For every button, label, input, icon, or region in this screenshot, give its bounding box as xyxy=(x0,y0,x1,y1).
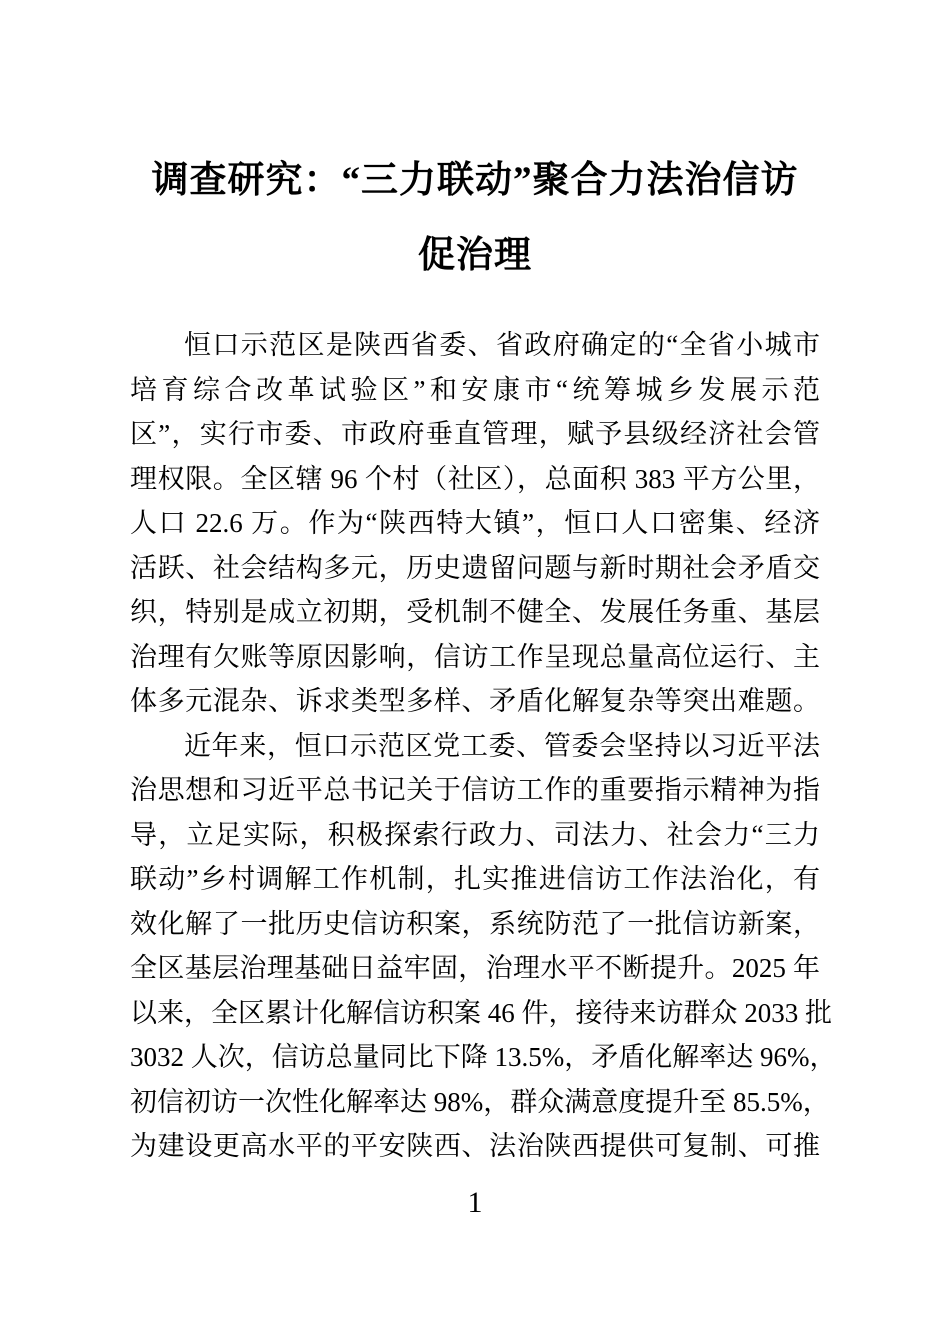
document-line: 治思想和习近平总书记关于信访工作的重要指示精神为指 xyxy=(130,775,820,805)
document-line: 体多元混杂、诉求类型多样、矛盾化解复杂等突出难题。 xyxy=(130,686,820,716)
document-line: 初信初访一次性化解率达 98%，群众满意度提升至 85.5%， xyxy=(130,1086,830,1117)
document-line: 联动”乡村调解工作机制，扎实推进信访工作法治化，有 xyxy=(130,864,820,894)
document-body xyxy=(0,323,950,1169)
document-line: 导，立足实际，积极探索行政力、司法力、社会力“三力 xyxy=(130,819,820,850)
document-line: 效化解了一批历史信访积案，系统防范了一批信访新案， xyxy=(130,908,820,939)
document-line: 3032 人次，信访总量同比下降 13.5%，矛盾化解率达 96%， xyxy=(130,1042,837,1072)
document-line: 恒口示范区是陕西省委、省政府确定的“全省小城市 xyxy=(184,330,820,360)
document-line: 为建设更高水平的平安陕西、法治陕西提供可复制、可推 xyxy=(130,1131,820,1161)
title-line-1: 调查研究：“三力联动”聚合力法治信访 xyxy=(151,160,799,201)
document-line: 人口 22.6 万。作为“陕西特大镇”，恒口人口密集、经济 xyxy=(130,508,820,538)
document-line: 以来，全区累计化解信访积案 46 件，接待来访群众 2033 批 xyxy=(130,997,832,1028)
document-line: 区”，实行市委、市政府垂直管理，赋予县级经济社会管 xyxy=(130,419,820,449)
document-line: 活跃、社会结构多元，历史遗留问题与新时期社会矛盾交 xyxy=(130,552,820,583)
document-line: 培育综合改革试验区”和安康市“统筹城乡发展示范 xyxy=(130,374,820,405)
document-line: 近年来，恒口示范区党工委、管委会坚持以习近平法 xyxy=(184,730,820,761)
page-number: 1 xyxy=(467,1185,483,1219)
document-line: 治理有欠账等原因影响，信访工作呈现总量高位运行、主 xyxy=(130,641,820,672)
document-title xyxy=(0,0,950,293)
title-line-2: 促治理 xyxy=(418,235,532,276)
document-line: 织，特别是成立初期，受机制不健全、发展任务重、基层 xyxy=(130,597,820,627)
document-line: 全区基层治理基础日益牢固，治理水平不断提升。2025 年 xyxy=(130,953,820,983)
document-line: 理权限。全区辖 96 个村（社区），总面积 383 平方公里， xyxy=(130,463,820,494)
